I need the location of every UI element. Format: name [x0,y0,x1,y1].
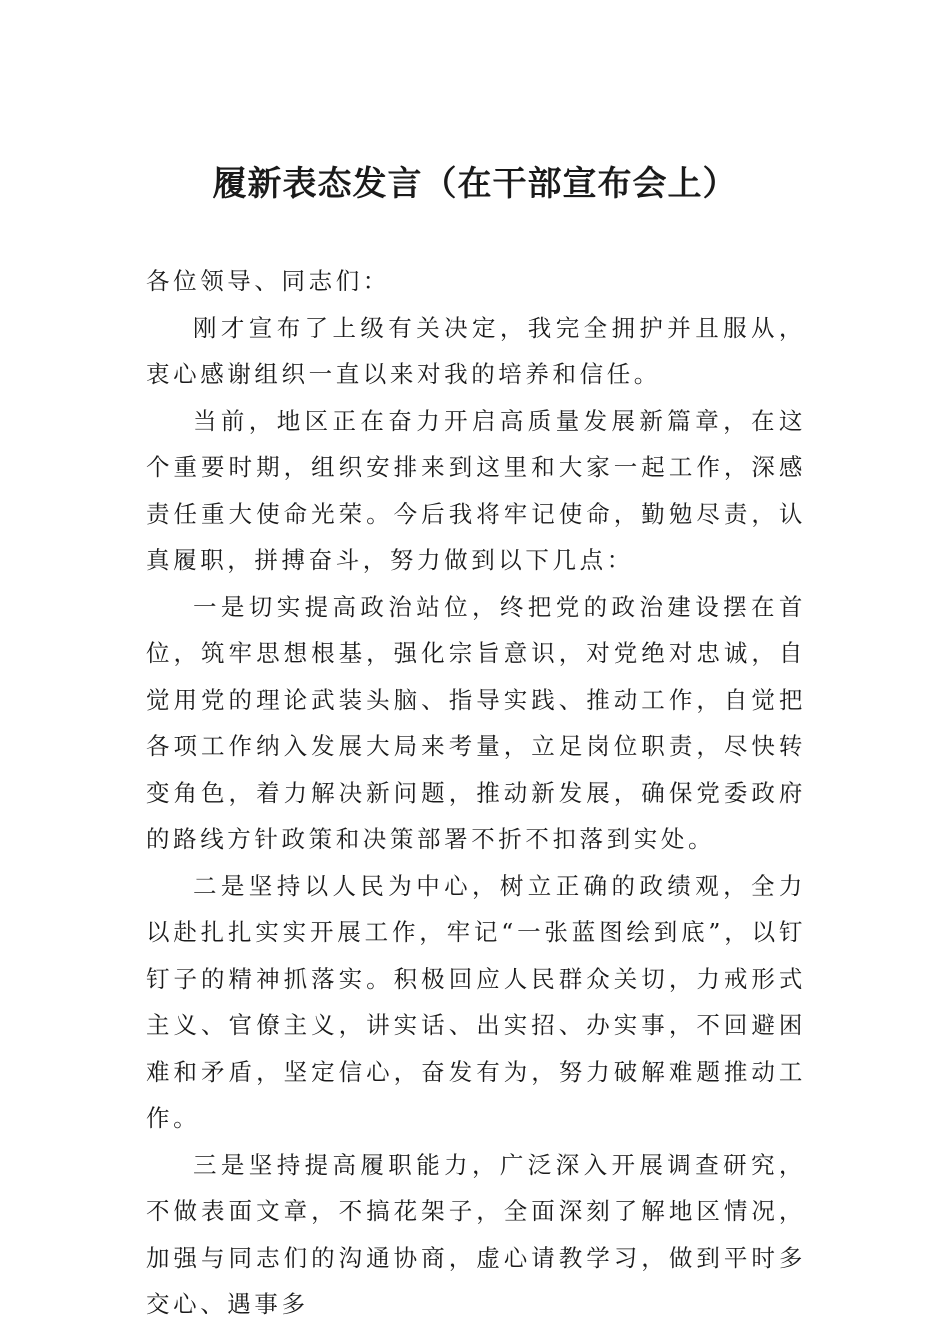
paragraph-5: 三是坚持提高履职能力，广泛深入开展调查研究，不做表面文章，不搞花架子，全面深刻了解地区情况，加强与同志们的沟通协商，虚心请教学习，做到平时多交心、遇事多 [146,1150,806,1318]
paragraph-2: 当前，地区正在奋力开启高质量发展新篇章，在这个重要时期，组织安排来到这里和大家一起工作，深感责任重大使命光荣。今后我将牢记使命，勤勉尽责，认真履职，拼搏奋斗，努力做到以下几点： [146,406,806,574]
salutation: 各位领导、同志们： [146,267,390,295]
paragraph-4: 二是坚持以人民为中心，树立正确的政绩观，全力以赴扎扎实实开展工作，牢记“一张蓝图绘到底”，以钉钉子的精神抓落实。积极回应人民群众关切，力戒形式主义、官僚主义，讲实话、出实招、办实事，不回避困难和矛盾，坚定信心，奋发有为，努力破解难题推动工作。 [146,871,806,1132]
paragraph-1: 刚才宣布了上级有关决定，我完全拥护并且服从，衷心感谢组织一直以来对我的培养和信任。 [146,313,806,388]
document-body [146,258,806,1328]
document-title: 履新表态发言（在干部宣布会上） [212,164,738,204]
paragraph-3: 一是切实提高政治站位，终把党的政治建设摆在首位，筑牢思想根基，强化宗旨意识，对党绝对忠诚，自觉用党的理论武装头脑、指导实践、推动工作，自觉把各项工作纳入发展大局来考量，立足岗位职责，尽快转变角色，着力解决新问题，推动新发展，确保党委政府的路线方针政策和决策部署不折不扣落到实处。 [146,592,806,853]
